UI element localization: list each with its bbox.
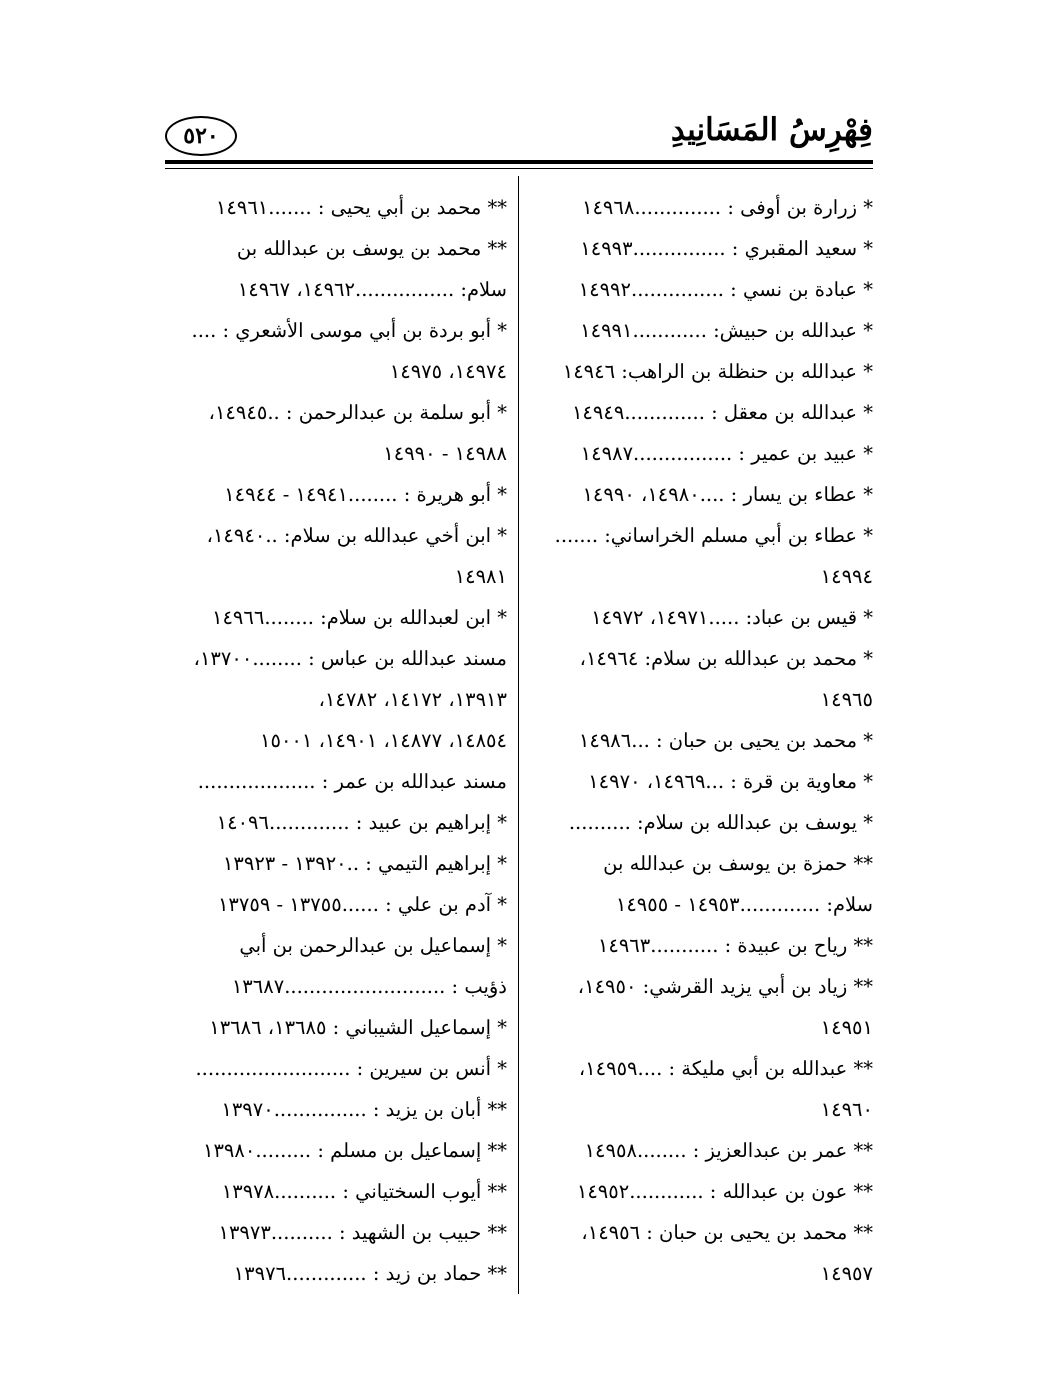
index-entry-line: * قيس بن عباد: .....١٤٩٧١، ١٤٩٧٢: [591, 606, 873, 629]
index-entry-line: * عبدالله بن حبيش: ............١٤٩٩١: [580, 319, 873, 342]
index-entry-line: ١٤٩٧٤، ١٤٩٧٥: [389, 360, 507, 383]
index-entry-line: سلام: ................١٤٩٦٢، ١٤٩٦٧: [237, 278, 507, 301]
index-entry-line: ** حبيب بن الشهيد : ..........١٣٩٧٣: [218, 1221, 507, 1244]
header-rule-thin: [165, 168, 873, 169]
index-column-left: [165, 187, 507, 1294]
index-entry-line: * أبو سلمة بن عبدالرحمن : ..١٤٩٤٥،: [208, 401, 507, 424]
index-entry-line: ** محمد بن يحيى بن حبان : ١٤٩٥٦،: [581, 1221, 873, 1244]
index-entry-line: * أبو هريرة : ........١٤٩٤١ - ١٤٩٤٤: [224, 483, 507, 506]
column-divider: [518, 176, 519, 1294]
index-entry-line: مسند عبدالله بن عمر : ...................: [197, 770, 507, 793]
index-entry-line: سلام: .............١٤٩٥٣ - ١٤٩٥٥: [615, 893, 873, 916]
index-entry-line: ١٤٩٥١: [820, 1016, 873, 1039]
index-entry-line: ١٤٩٦٠: [820, 1098, 873, 1121]
index-entry-line: مسند عبدالله بن عباس : ........١٣٧٠٠،: [193, 647, 507, 670]
index-entry-line: ١٤٨٥٤، ١٤٨٧٧، ١٤٩٠١، ١٥٠٠١: [260, 729, 507, 752]
index-entry-line: ١٤٩٨٨ - ١٤٩٩٠: [383, 442, 507, 465]
index-entry-line: ** محمد بن أبي يحيى : .......١٤٩٦١: [215, 196, 507, 219]
index-entry-line: ** حمزة بن يوسف بن عبدالله بن: [603, 852, 873, 875]
header-rule-thick: [165, 160, 873, 164]
page-number-badge: ٥٢٠: [165, 116, 237, 156]
index-entry-line: ذؤيب : ..........................١٣٦٨٧: [231, 975, 507, 998]
index-entry-line: ** أيوب السختياني : ..........١٣٩٧٨: [221, 1180, 507, 1203]
index-entry-line: * عطاء بن أبي مسلم الخراساني: .......: [554, 524, 873, 547]
index-entry-line: * زرارة بن أوفى : ..............١٤٩٦٨: [581, 196, 873, 219]
index-entry-line: * معاوية بن قرة : ...١٤٩٦٩، ١٤٩٧٠: [588, 770, 873, 793]
index-entry-line: * إبراهيم التيمي : ..١٣٩٢٠ - ١٣٩٢٣: [222, 852, 507, 875]
index-entry-line: ١٤٩٩٤: [820, 565, 873, 588]
index-entry-line: * إبراهيم بن عبيد : .............١٤٠٩٦: [216, 811, 507, 834]
index-entry-line: ** رياح بن عبيدة : ...........١٤٩٦٣: [597, 934, 873, 957]
index-entry-line: * عبدالله بن حنظلة بن الراهب: ١٤٩٤٦: [562, 360, 873, 383]
index-entry-line: ** عبدالله بن أبي مليكة : ....١٤٩٥٩،: [578, 1057, 873, 1080]
index-entry-line: ** زياد بن أبي يزيد القرشي: ١٤٩٥٠،: [577, 975, 873, 998]
index-entry-line: * محمد بن يحيى بن حبان : ...١٤٩٨٦: [578, 729, 873, 752]
index-column-right: [531, 187, 873, 1294]
index-entry-line: ** محمد بن يوسف بن عبدالله بن: [236, 237, 507, 260]
index-entry-line: * عبدالله بن معقل : .............١٤٩٤٩: [571, 401, 873, 424]
index-entry-line: ** عون بن عبدالله : ............١٤٩٥٢: [576, 1180, 873, 1203]
index-entry-line: ** إسماعيل بن مسلم : .........١٣٩٨٠: [202, 1139, 507, 1162]
page-title: فِهْرِسُ المَسَانِيدِ: [670, 112, 873, 148]
index-entry-line: ** أبان بن يزيد : ...............١٣٩٧٠: [221, 1098, 507, 1121]
index-entry-line: * أبو بردة بن أبي موسى الأشعري : ....: [191, 319, 507, 342]
index-entry-line: * عبيد بن عمير : ................١٤٩٨٧: [580, 442, 873, 465]
index-entry-line: * ابن أخي عبدالله بن سلام: ..١٤٩٤٠،: [206, 524, 507, 547]
index-entry-line: * محمد بن عبدالله بن سلام: ١٤٩٦٤،: [579, 647, 873, 670]
index-entry-line: * آدم بن علي : ......١٣٧٥٥ - ١٣٧٥٩: [217, 893, 507, 916]
index-entry-line: * ابن لعبدالله بن سلام: ........١٤٩٦٦: [211, 606, 507, 629]
index-entry-line: * إسماعيل بن عبدالرحمن بن أبي: [239, 934, 507, 957]
index-entry-line: ** عمر بن عبدالعزيز : ........١٤٩٥٨: [584, 1139, 873, 1162]
index-entry-line: ** حماد بن زيد : .............١٣٩٧٦: [233, 1262, 507, 1285]
index-entry-line: ١٤٩٦٥: [820, 688, 873, 711]
index-entry-line: * أنس بن سيرين : .........................: [195, 1057, 507, 1080]
index-entry-line: * عطاء بن يسار : ....١٤٩٨٠، ١٤٩٩٠: [582, 483, 873, 506]
index-entry-line: ١٤٩٨١: [454, 565, 507, 588]
index-entry-line: ١٤٩٥٧: [820, 1262, 873, 1285]
index-entry-line: ١٣٩١٣، ١٤١٧٢، ١٤٧٨٢،: [318, 688, 507, 711]
index-entry-line: * عبادة بن نسي : ...............١٤٩٩٢: [578, 278, 873, 301]
index-entry-line: * سعيد المقبري : ...............١٤٩٩٣: [580, 237, 873, 260]
index-entry-line: * إسماعيل الشيباني : ١٣٦٨٥، ١٣٦٨٦: [209, 1016, 507, 1039]
index-entry-line: * يوسف بن عبدالله بن سلام: ..........: [568, 811, 873, 834]
